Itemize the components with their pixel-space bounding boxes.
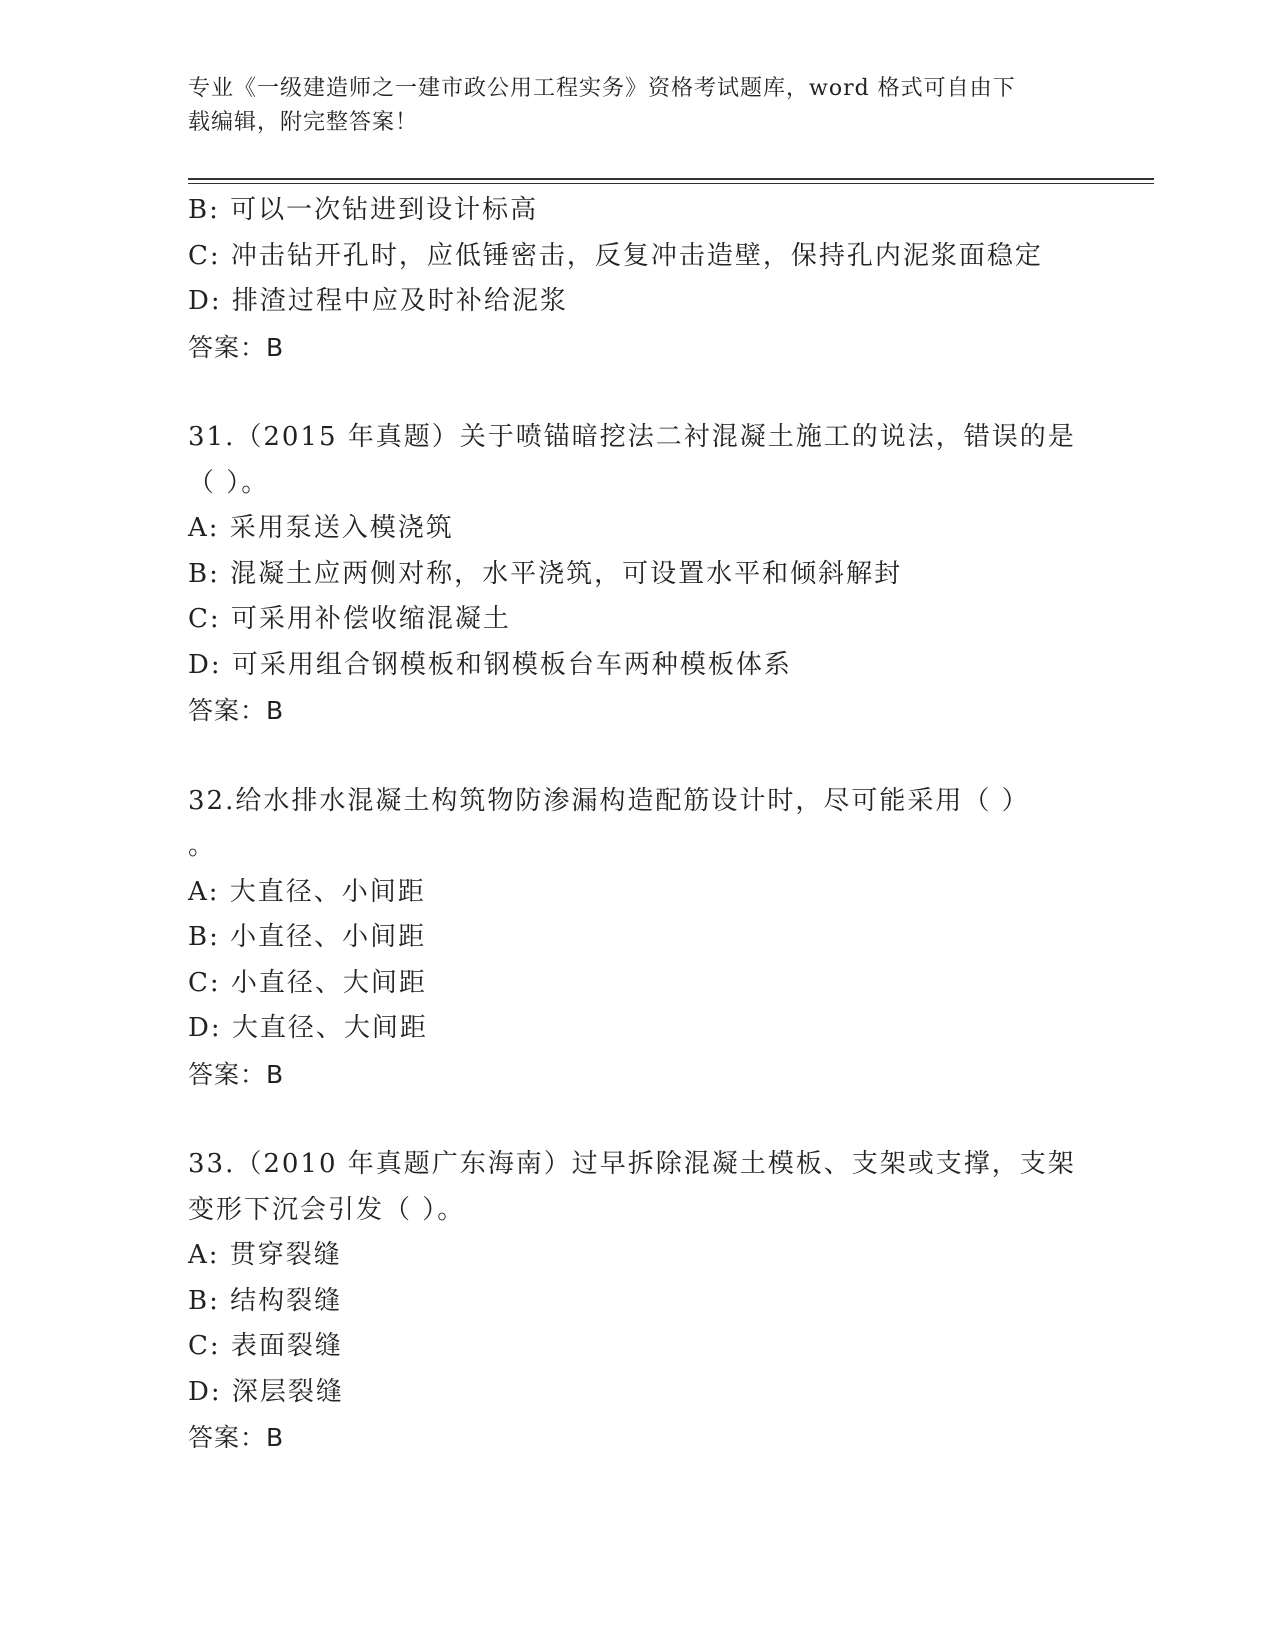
question-31 xyxy=(188,415,1088,734)
answer-label: 答案：B xyxy=(188,1423,285,1452)
option-b: B: 可以一次钻进到设计标高 xyxy=(188,195,539,225)
question-32 xyxy=(188,779,1088,1098)
option-d: D: 大直径、大间距 xyxy=(188,1013,428,1043)
previous-question-tail xyxy=(188,188,1088,370)
header-line-2: 载编辑，附完整答案！ xyxy=(188,110,419,135)
option-b: B: 结构裂缝 xyxy=(188,1285,343,1316)
option-d: D: 深层裂缝 xyxy=(188,1376,344,1407)
option-a: A: 大直径、小间距 xyxy=(188,876,426,907)
option-b: B: 混凝土应两侧对称，水平浇筑，可设置水平和倾斜解封 xyxy=(188,558,903,589)
answer-label: 答案：B xyxy=(188,1059,285,1089)
question-33 xyxy=(188,1142,1088,1461)
question-text-line-1: 33.（2010 年真题广东海南）过早拆除混凝土模板、支架或支撑，支架 xyxy=(188,1149,1076,1179)
option-a: A: 采用泵送入模浇筑 xyxy=(188,513,454,543)
option-a: A: 贯穿裂缝 xyxy=(188,1240,342,1270)
option-c: C: 小直径、大间距 xyxy=(188,967,427,998)
option-b: B: 小直径、小间距 xyxy=(188,922,427,952)
option-c: C: 冲击钻开孔时，应低锤密击，反复冲击造壁，保持孔内泥浆面稳定 xyxy=(188,240,1043,271)
option-d: D: 排渣过程中应及时补给泥浆 xyxy=(188,286,568,316)
option-d: D: 可采用组合钢模板和钢模板台车两种模板体系 xyxy=(188,649,792,680)
document-header xyxy=(188,72,1068,140)
question-text-line-2: 变形下沉会引发（ ）。 xyxy=(188,1194,466,1225)
question-text-line-1: 31.（2015 年真题）关于喷锚暗挖法二衬混凝土施工的说法，错误的是 xyxy=(188,422,1076,452)
header-divider-thin xyxy=(188,183,1154,184)
header-divider-thick xyxy=(188,178,1154,180)
option-c: C: 表面裂缝 xyxy=(188,1331,343,1361)
question-text-line-2: （ ）。 xyxy=(188,467,270,498)
answer-label: 答案：B xyxy=(188,332,285,362)
answer-label: 答案：B xyxy=(188,696,285,725)
option-c: C: 可采用补偿收缩混凝土 xyxy=(188,604,511,634)
question-text-line-1: 32.给水排水混凝土构筑物防渗漏构造配筋设计时，尽可能采用（ ） xyxy=(188,785,1030,816)
question-text-line-2: 。 xyxy=(188,831,217,861)
header-line-1: 专业《一级建造师之一建市政公用工程实务》资格考试题库，word 格式可自由下 xyxy=(188,76,1016,101)
question-list xyxy=(188,188,1088,1461)
